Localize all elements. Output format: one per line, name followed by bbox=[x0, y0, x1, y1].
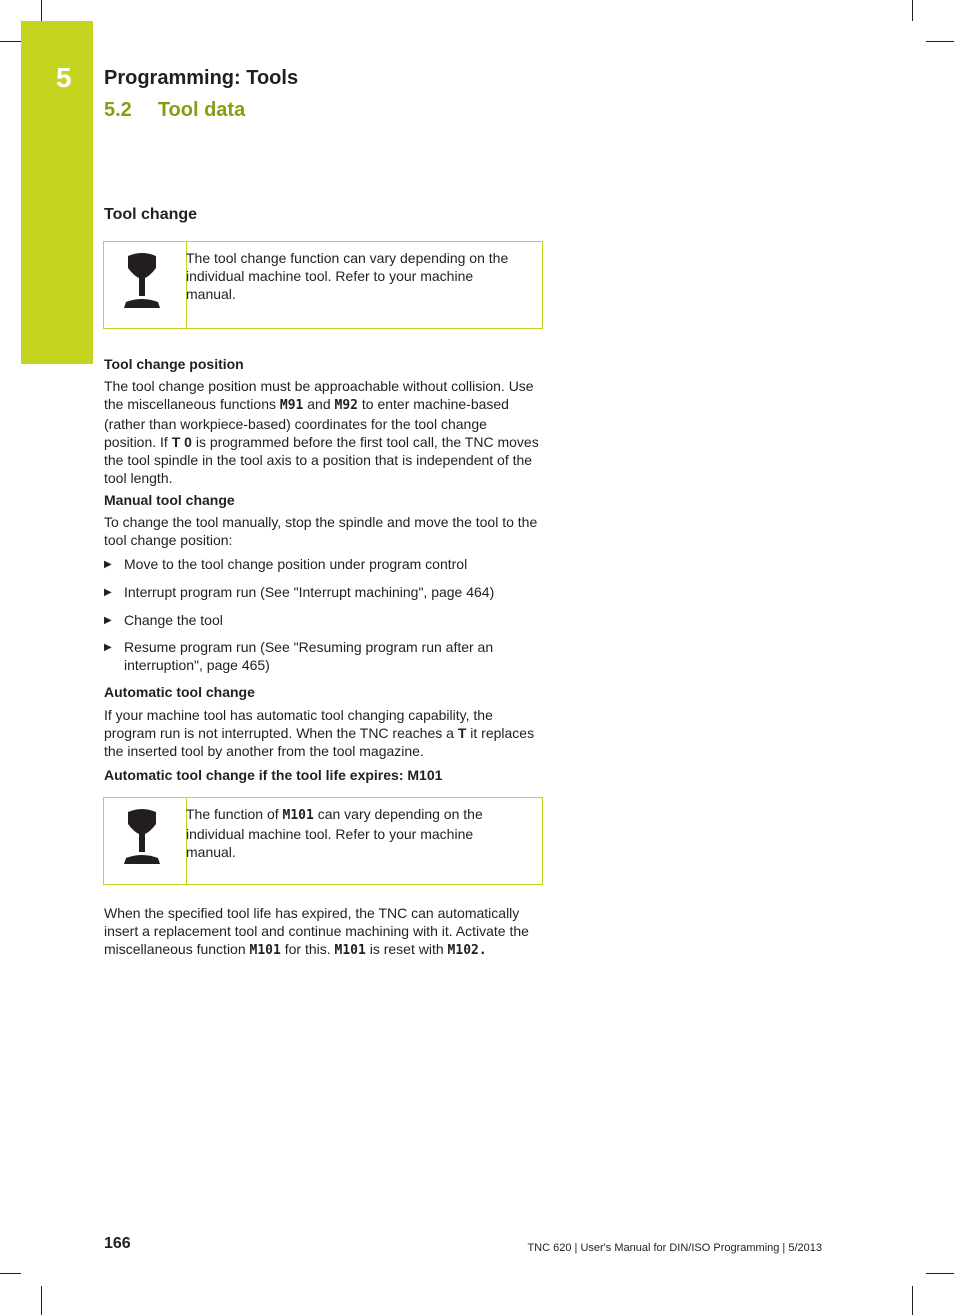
crop-mark bbox=[0, 41, 21, 42]
tool-change-position-heading: Tool change position bbox=[104, 356, 244, 372]
chapter-title: Programming: Tools bbox=[104, 67, 299, 89]
code-m102: M102. bbox=[447, 943, 487, 958]
m101-paragraph bbox=[104, 904, 540, 960]
text: can vary depending on the individual machine tool. Refer to your machine manual. bbox=[186, 806, 483, 860]
code-m101: M101 bbox=[249, 943, 281, 958]
code-m92: M92 bbox=[334, 398, 358, 413]
note-text: The tool change function can vary depending on the individual machine tool. Refer to your machine manual. bbox=[186, 250, 509, 302]
text: The function of bbox=[186, 806, 283, 822]
note-box bbox=[103, 797, 543, 885]
chapter-number: 5 bbox=[56, 62, 72, 93]
text: and bbox=[303, 396, 335, 412]
text: for this. bbox=[280, 941, 335, 957]
note-box bbox=[103, 241, 543, 329]
list-item-text: Resume program run (See "Resuming program run after an interruption", page 465) bbox=[124, 639, 494, 673]
machine-tool-icon bbox=[122, 808, 162, 864]
text: to enter machine-based (rather than workpiece-based) coordinates for the tool change position. If bbox=[104, 396, 509, 450]
triangle-right-icon: ▶ bbox=[104, 559, 112, 570]
list-item-text: Interrupt program run (See "Interrupt machining", page 464) bbox=[124, 584, 495, 600]
manual-tool-change-heading: Manual tool change bbox=[104, 492, 235, 508]
section-number: 5.2 bbox=[104, 99, 132, 121]
manual-intro: To change the tool manually, stop the spindle and move the tool to the tool change position: bbox=[104, 514, 538, 548]
crop-mark bbox=[912, 1286, 913, 1315]
code-t: T bbox=[457, 725, 467, 741]
code-m91: M91 bbox=[279, 398, 304, 413]
triangle-right-icon: ▶ bbox=[104, 642, 112, 653]
machine-tool-icon bbox=[122, 252, 162, 308]
list-item-text: Change the tool bbox=[124, 612, 223, 628]
code-m101: M101 bbox=[334, 943, 366, 958]
crop-mark bbox=[926, 41, 954, 42]
section-heading bbox=[104, 99, 245, 122]
note-text bbox=[186, 805, 526, 861]
text: If your machine tool has automatic tool changing capability, the program run is not interrupted. When the TNC reaches a bbox=[104, 707, 493, 741]
crop-mark bbox=[926, 1273, 954, 1274]
automatic-paragraph bbox=[104, 706, 540, 760]
text: is programmed before the first tool call, the TNC moves the tool spindle in the tool axis to a position that is independent of the tool length. bbox=[104, 434, 539, 486]
code-t0: T 0 bbox=[171, 434, 192, 450]
list-item-text: Move to the tool change position under program control bbox=[124, 556, 468, 572]
page-number: 166 bbox=[104, 1235, 131, 1252]
tool-change-position-paragraph bbox=[104, 377, 540, 487]
code-m101: M101 bbox=[282, 808, 314, 823]
text: When the specified tool life has expired, the TNC can automatically insert a replacement tool and continue machining with it. Activate the miscellaneous function bbox=[104, 905, 529, 957]
crop-mark bbox=[912, 0, 913, 21]
text: is reset with bbox=[365, 941, 448, 957]
crop-mark bbox=[0, 1273, 21, 1274]
section-title: Tool data bbox=[157, 99, 246, 121]
text: The tool change position must be approachable without collision. Use the miscellaneous functions bbox=[104, 378, 534, 412]
page-footer: TNC 620 | User's Manual for DIN/ISO Programming | 5/2013 bbox=[527, 1242, 822, 1254]
triangle-right-icon: ▶ bbox=[104, 587, 112, 598]
triangle-right-icon: ▶ bbox=[104, 615, 112, 626]
crop-mark bbox=[41, 0, 42, 21]
automatic-tool-change-heading: Automatic tool change bbox=[104, 684, 255, 700]
text: it replaces the inserted tool by another from the tool magazine. bbox=[104, 725, 535, 759]
page-heading: Tool change bbox=[104, 206, 198, 223]
m101-heading: Automatic tool change if the tool life expires: M101 bbox=[104, 767, 443, 783]
crop-mark bbox=[41, 1286, 42, 1315]
